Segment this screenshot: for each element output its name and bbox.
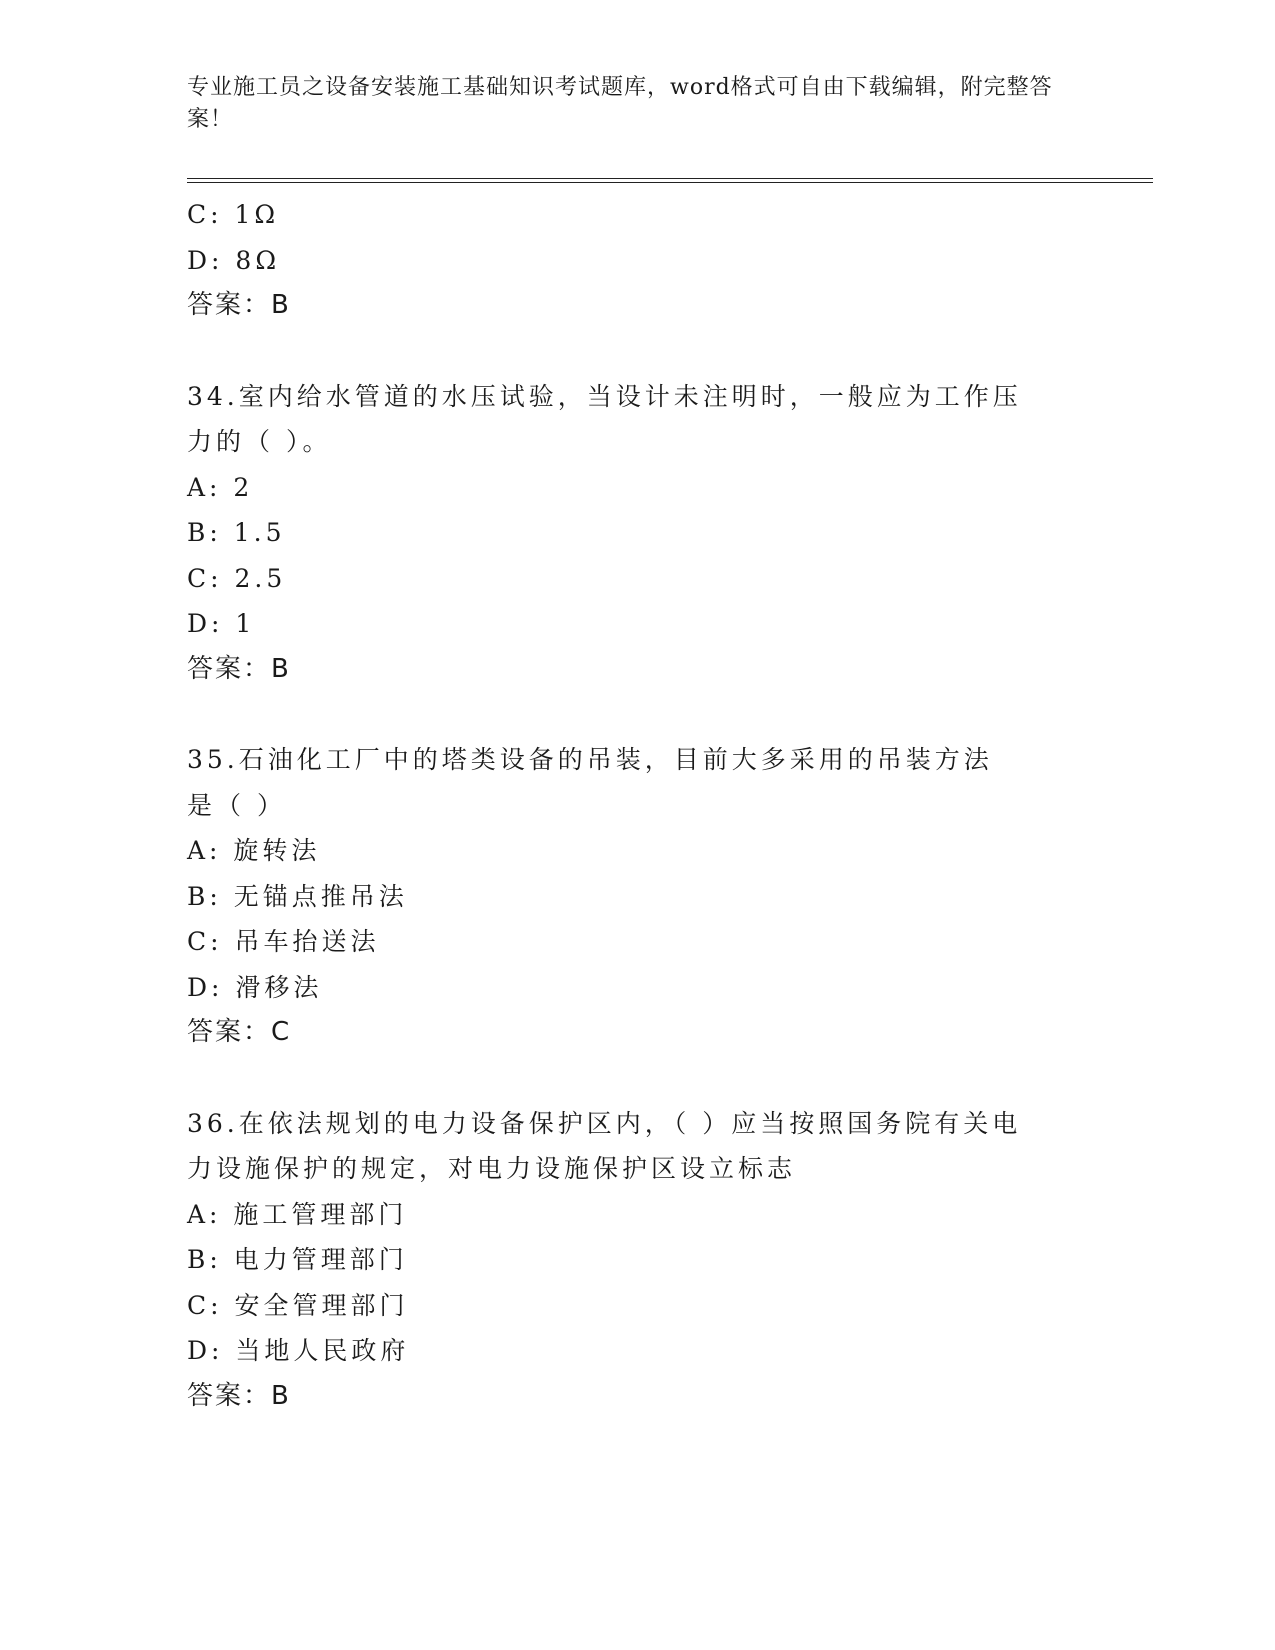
question-content [187, 192, 1087, 1419]
continued-question [187, 192, 1087, 329]
option-b: B: 无锚点推吊法 [187, 881, 408, 911]
question-36 [187, 1101, 1087, 1420]
option-a: A: 2 [187, 472, 254, 502]
question-stem: 36.在依法规划的电力设备保护区内，（ ）应当按照国务院有关电力设施保护的规定，对电力设施保护区设立标志 [187, 1108, 1022, 1183]
option-b: B: 1.5 [187, 518, 286, 547]
option-c: C: 2.5 [187, 563, 287, 593]
question-stem: 35.石油化工厂中的塔类设备的吊装，目前大多采用的吊装方法是（ ） [187, 745, 993, 820]
question-34 [187, 374, 1087, 693]
option-c: C: 吊车抬送法 [187, 927, 380, 956]
page-header: 专业施工员之设备安装施工基础知识考试题库，word格式可自由下载编辑，附完整答案！ [187, 75, 1053, 132]
question-stem: 34.室内给水管道的水压试验，当设计未注明时，一般应为工作压力的（ ）。 [187, 381, 1022, 456]
header-rule [187, 178, 1153, 179]
option-c: C: 安全管理部门 [187, 1290, 409, 1320]
option-a: A: 施工管理部门 [187, 1199, 408, 1229]
option-d: D: 滑移法 [187, 972, 323, 1002]
question-35 [187, 737, 1087, 1056]
header-rule-thin [187, 182, 1153, 183]
answer-line: 答案：B [187, 653, 291, 684]
option-d: D: 1 [187, 609, 256, 638]
option-d: D: 8Ω [187, 245, 281, 275]
option-b: B: 电力管理部门 [187, 1245, 408, 1274]
option-d: D: 当地人民政府 [187, 1336, 410, 1365]
answer-line: 答案：B [187, 1380, 291, 1411]
answer-line: 答案：B [187, 290, 291, 320]
option-c: C: 1Ω [187, 200, 280, 229]
answer-line: 答案：C [187, 1017, 292, 1047]
option-a: A: 旋转法 [187, 836, 321, 865]
